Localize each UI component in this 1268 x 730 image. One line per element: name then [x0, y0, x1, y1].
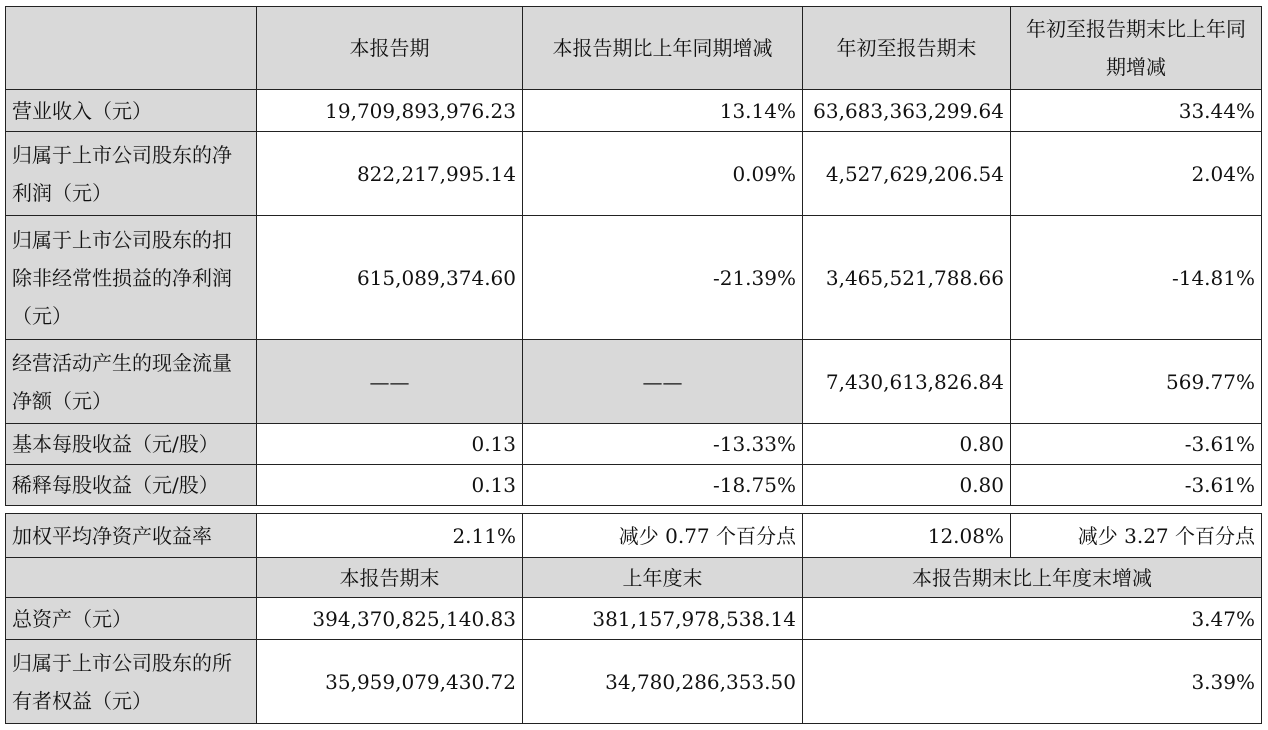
cell-value: 减少 0.77 个百分点: [523, 514, 803, 558]
cell-value: -3.61%: [1011, 424, 1262, 465]
cell-value: 381,157,978,538.14: [523, 598, 803, 640]
table-row: [6, 514, 1262, 558]
cell-value: 13.14%: [523, 90, 803, 132]
cell-value: 3.47%: [803, 598, 1262, 640]
cell-value: 2.04%: [1011, 132, 1262, 216]
cell-value: -21.39%: [523, 216, 803, 340]
table-row: [6, 90, 1262, 132]
cell-value: 0.09%: [523, 132, 803, 216]
table-row: [6, 216, 1262, 340]
row-label: 总资产（元）: [6, 598, 257, 640]
cell-value: 615,089,374.60: [257, 216, 523, 340]
header-current-period: 本报告期: [257, 7, 523, 90]
cell-value: 3,465,521,788.66: [803, 216, 1011, 340]
header-period-end: 本报告期末: [257, 558, 523, 598]
cell-value: -3.61%: [1011, 465, 1262, 506]
cell-value: 0.80: [803, 424, 1011, 465]
balance-summary-table: [5, 513, 1262, 724]
financial-summary-table: [5, 6, 1262, 506]
cell-value: 19,709,893,976.23: [257, 90, 523, 132]
row-label: 归属于上市公司股东的扣除非经常性损益的净利润（元）: [6, 216, 257, 340]
cell-value: 减少 3.27 个百分点: [1011, 514, 1262, 558]
table-row: [6, 598, 1262, 640]
cell-value: 12.08%: [803, 514, 1011, 558]
header-cell-empty: [6, 558, 257, 598]
cell-value: 7,430,613,826.84: [803, 340, 1011, 424]
cell-value: -14.81%: [1011, 216, 1262, 340]
row-label: 加权平均净资产收益率: [6, 514, 257, 558]
table-row: [6, 640, 1262, 724]
row-label: 营业收入（元）: [6, 90, 257, 132]
row-label: 稀释每股收益（元/股）: [6, 465, 257, 506]
table-row: [6, 132, 1262, 216]
cell-value: 63,683,363,299.64: [803, 90, 1011, 132]
cell-value: 569.77%: [1011, 340, 1262, 424]
table-row: [6, 465, 1262, 506]
table-row: [6, 424, 1262, 465]
cell-value: 822,217,995.14: [257, 132, 523, 216]
row-label: 归属于上市公司股东的净利润（元）: [6, 132, 257, 216]
header-prior-year-end: 上年度末: [523, 558, 803, 598]
header-ytd-yoy: 年初至报告期末比上年同期增减: [1011, 7, 1262, 90]
cell-value: 394,370,825,140.83: [257, 598, 523, 640]
cell-value: 35,959,079,430.72: [257, 640, 523, 724]
row-label: 归属于上市公司股东的所有者权益（元）: [6, 640, 257, 724]
cell-value: ——: [257, 340, 523, 424]
cell-value: ——: [523, 340, 803, 424]
table-header-row: [6, 558, 1262, 598]
table-row: [6, 340, 1262, 424]
header-change-vs-prior-year-end: 本报告期末比上年度末增减: [803, 558, 1262, 598]
table-header-row: [6, 7, 1262, 90]
row-label: 基本每股收益（元/股）: [6, 424, 257, 465]
cell-value: 33.44%: [1011, 90, 1262, 132]
cell-value: 0.80: [803, 465, 1011, 506]
cell-value: -13.33%: [523, 424, 803, 465]
header-cell-empty: [6, 7, 257, 90]
cell-value: 4,527,629,206.54: [803, 132, 1011, 216]
header-current-yoy: 本报告期比上年同期增减: [523, 7, 803, 90]
cell-value: 34,780,286,353.50: [523, 640, 803, 724]
cell-value: 0.13: [257, 424, 523, 465]
row-label: 经营活动产生的现金流量净额（元）: [6, 340, 257, 424]
cell-value: 0.13: [257, 465, 523, 506]
header-ytd: 年初至报告期末: [803, 7, 1011, 90]
cell-value: 3.39%: [803, 640, 1262, 724]
cell-value: -18.75%: [523, 465, 803, 506]
cell-value: 2.11%: [257, 514, 523, 558]
